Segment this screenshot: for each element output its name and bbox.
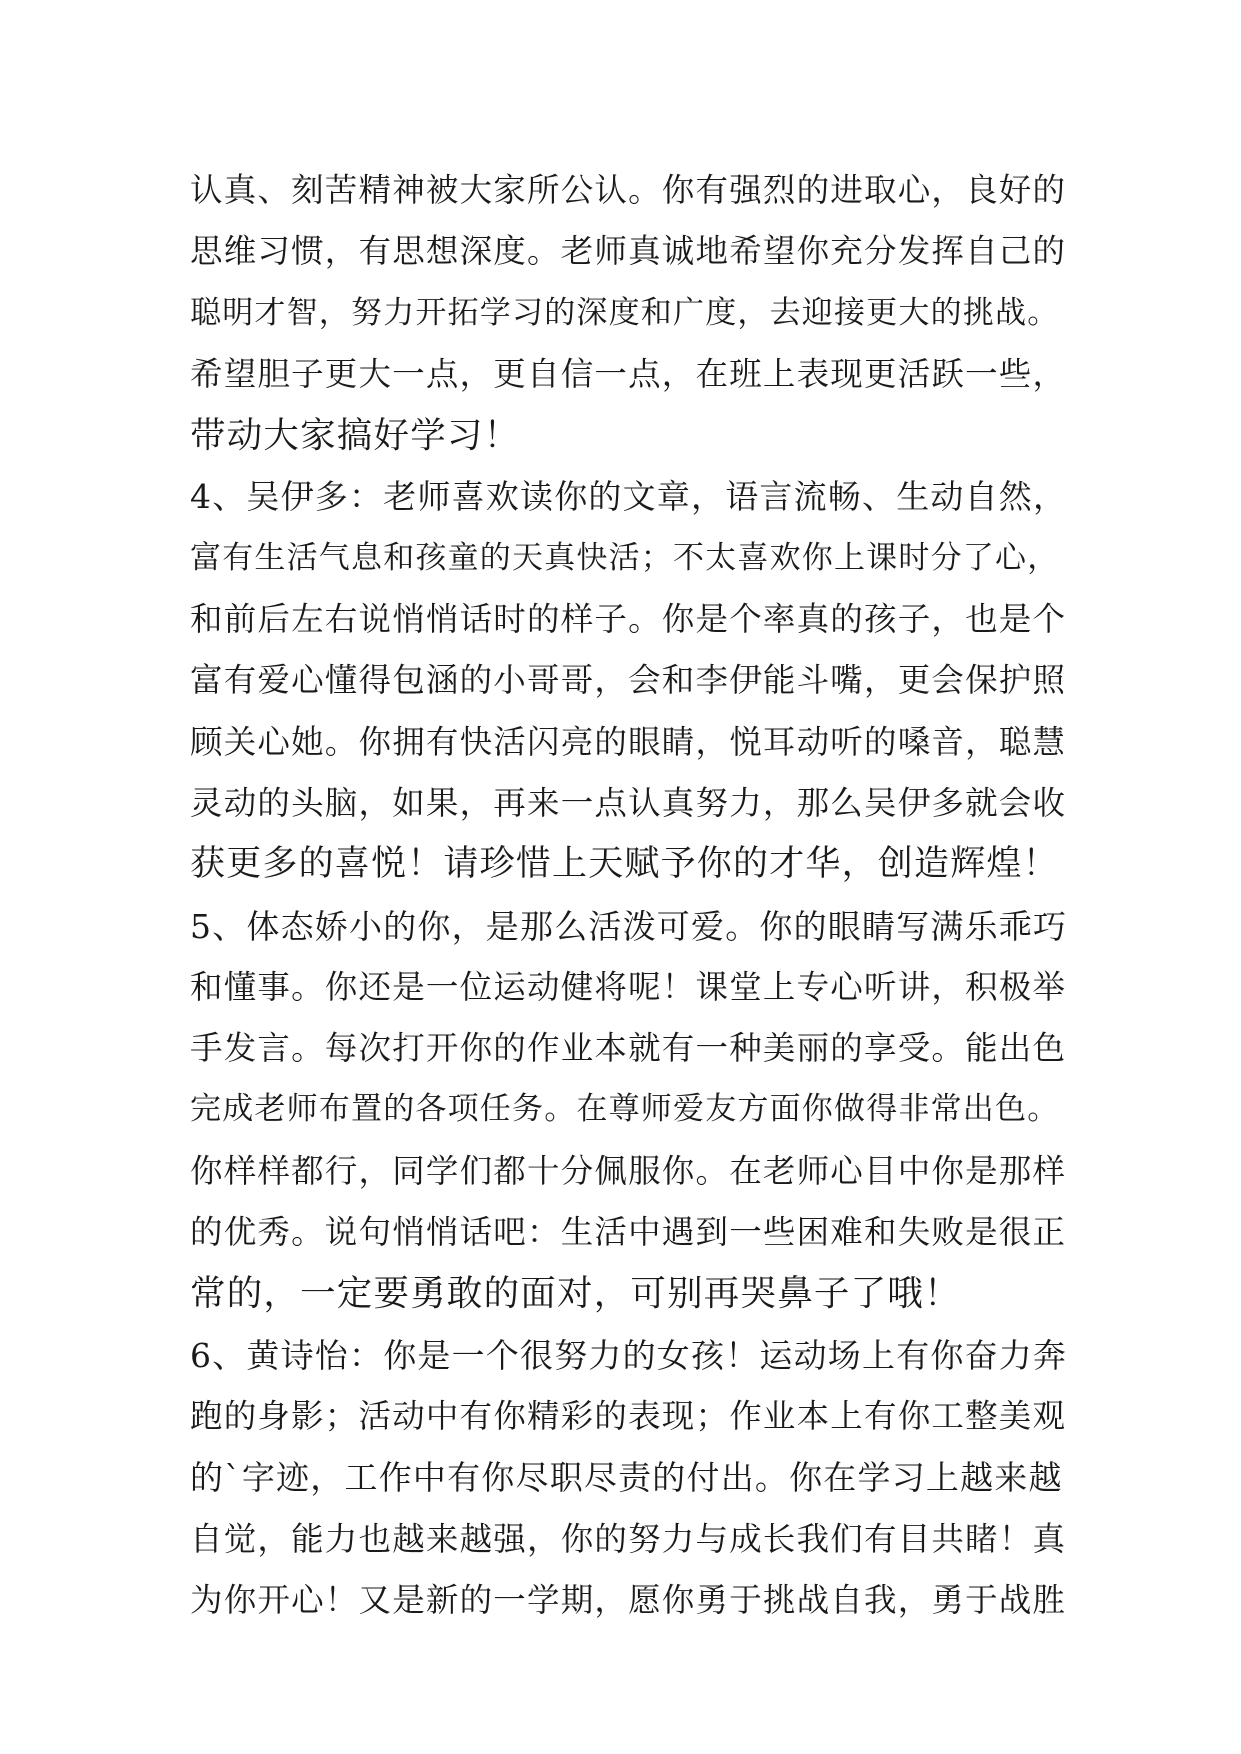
text-line: 带动大家搞好学习！ [190,415,521,457]
text-line: 6、黄诗怡：你是一个很努力的女孩！运动场上有你奋力奔 [190,1335,1068,1375]
text-line: 希望胆子更大一点，更自信一点，在班上表现更活跃一些， [190,354,1067,393]
text-line: 4、吴伊多：老师喜欢读你的文章，语言流畅、生动自然， [190,477,1068,517]
text-line: 自觉，能力也越来越强，你的努力与成长我们有目共睹！真 [190,1519,1067,1558]
document-body [190,160,1070,1631]
text-line: 的优秀。说句悄悄话吧：生活中遇到一些困难和失败是很正 [190,1213,1067,1252]
text-line: 跑的身影；活动中有你精彩的表现；作业本上有你工整美观 [190,1396,1067,1435]
text-line: 顾关心她。你拥有快活闪亮的眼睛，悦耳动听的嗓音，聪慧 [190,722,1067,761]
text-line: 常的，一定要勇敢的面对，可别再哭鼻子了哦！ [190,1273,961,1315]
text-line: 聪明才智，努力开拓学习的深度和广度，去迎接更大的挑战。 [190,294,1060,331]
text-line: 认真、刻苦精神被大家所公认。你有强烈的进取心，良好的 [190,171,1067,209]
text-line: 灵动的头脑，如果，再来一点认真努力，那么吴伊多就会收 [190,783,1067,822]
text-line: 手发言。每次打开你的作业本就有一种美丽的享受。能出色 [190,1029,1067,1068]
text-line: 5、体态娇小的你，是那么活泼可爱。你的眼睛写满乐乖巧 [190,906,1068,946]
text-line: 富有爱心懂得包涵的小哥哥，会和李伊能斗嘴，更会保护照 [190,661,1067,700]
text-line: 和懂事。你还是一位运动健将呢！课堂上专心听讲，积极举 [190,967,1067,1006]
text-line: 获更多的喜悦！请珍惜上天赋予你的才华，创造辉煌！ [190,844,1059,885]
text-line: 的`字迹，工作中有你尽职尽责的付出。你在学习上越来越 [190,1458,1063,1498]
text-line: 思维习惯，有思想深度。老师真诚地希望你充分发挥自己的 [190,232,1067,271]
text-line: 为你开心！又是新的一学期，愿你勇于挑战自我，勇于战胜 [190,1580,1067,1619]
text-line: 富有生活气息和孩童的天真快活；不太喜欢你上课时分了心， [190,539,1060,576]
text-line: 和前后左右说悄悄话时的样子。你是个率真的孩子，也是个 [190,600,1067,639]
text-line: 完成老师布置的各项任务。在尊师爱友方面你做得非常出色。 [190,1091,1060,1128]
text-line: 你样样都行，同学们都十分佩服你。在老师心目中你是那样 [190,1151,1067,1190]
